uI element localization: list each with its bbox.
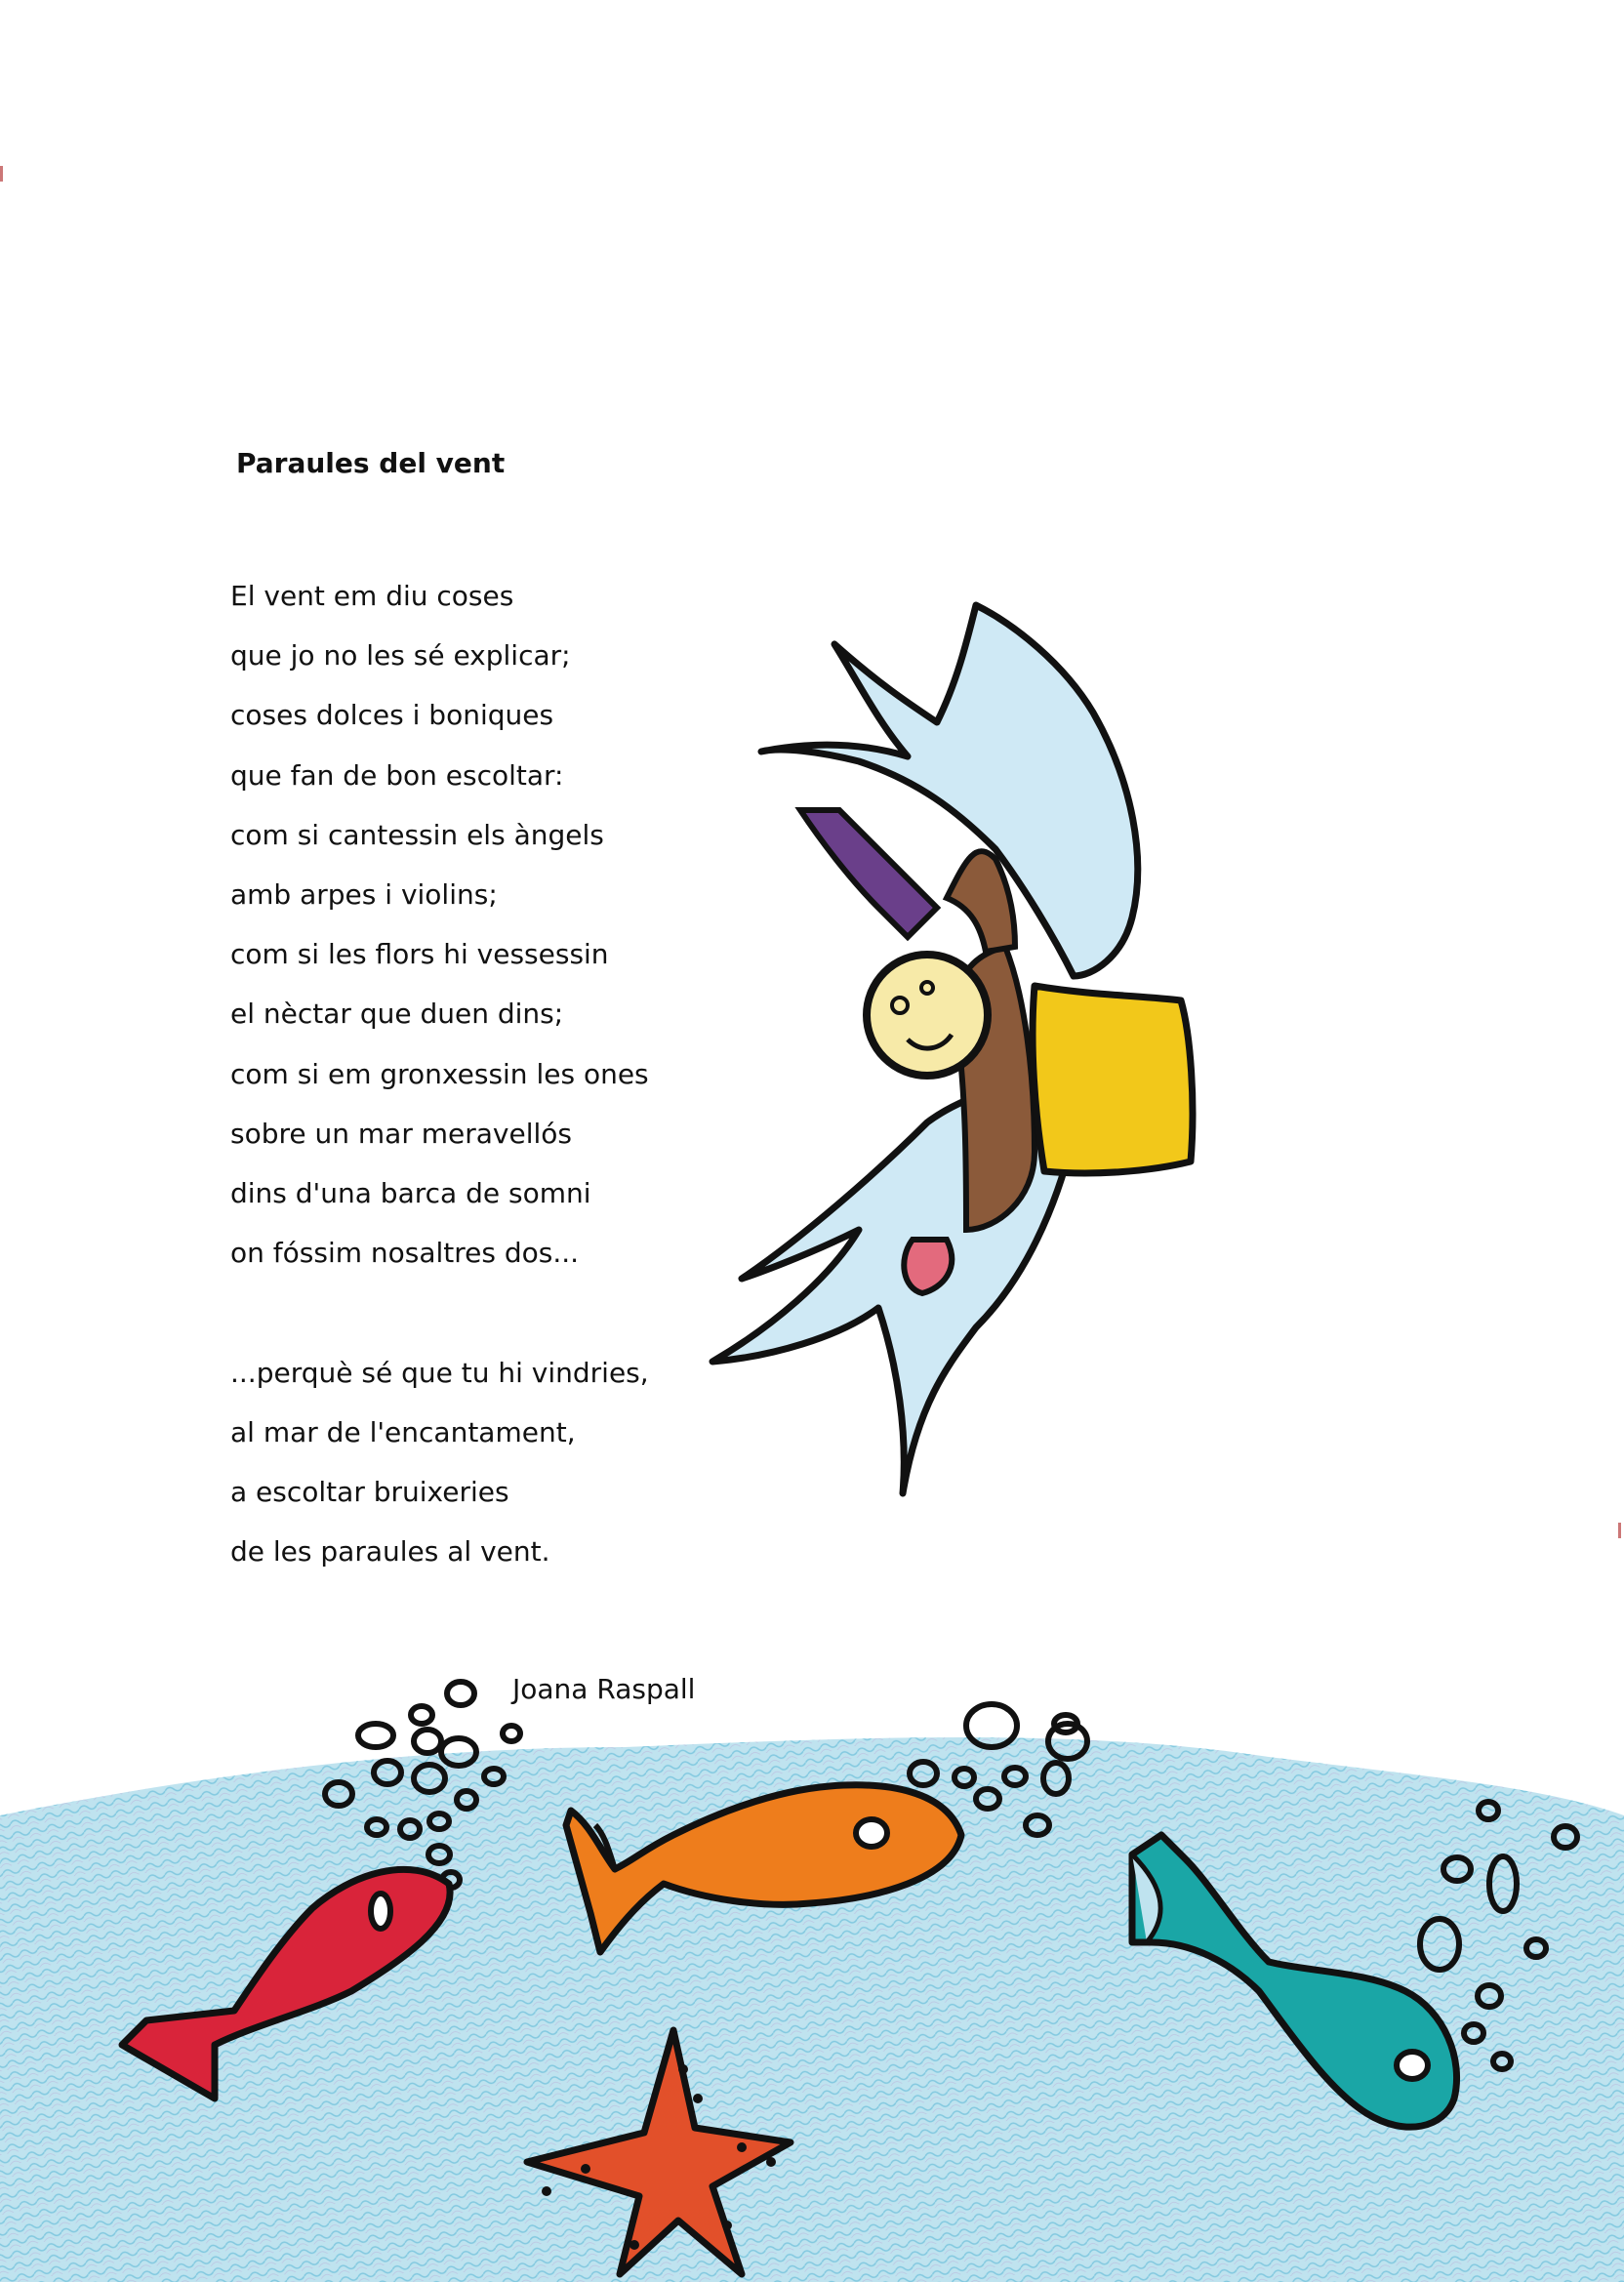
poem-line: de les paraules al vent. — [230, 1535, 550, 1569]
poem-title: Paraules del vent — [236, 447, 506, 479]
poem-line: com si les flors hi vessessin — [230, 938, 609, 971]
angel-drawing — [712, 605, 1193, 1493]
poem-line: on fóssim nosaltres dos... — [230, 1237, 580, 1270]
poem-line: a escoltar bruixeries — [230, 1476, 509, 1509]
poem-line: ...perquè sé que tu hi vindries, — [230, 1356, 649, 1389]
stanza-break — [230, 1283, 777, 1342]
poem-line: com si em gronxessin les ones — [230, 1057, 649, 1090]
poem-line: com si cantessin els àngels — [230, 818, 604, 851]
poem-line: coses dolces i boniques — [230, 699, 554, 732]
poem-body — [230, 566, 777, 1581]
poem-author: Joana Raspall — [512, 1673, 696, 1705]
poem-line: sobre un mar meravellós — [230, 1117, 572, 1150]
poem-line: dins d'una barca de somni — [230, 1177, 591, 1210]
poem-line: amb arpes i violins; — [230, 878, 498, 912]
poem-line: al mar de l'encantament, — [230, 1415, 576, 1448]
poem-line: que jo no les sé explicar; — [230, 639, 571, 672]
poem-line: El vent em diu coses — [230, 580, 514, 612]
poem-line: el nèctar que duen dins; — [230, 998, 564, 1031]
poem-line: que fan de bon escoltar: — [230, 758, 564, 792]
